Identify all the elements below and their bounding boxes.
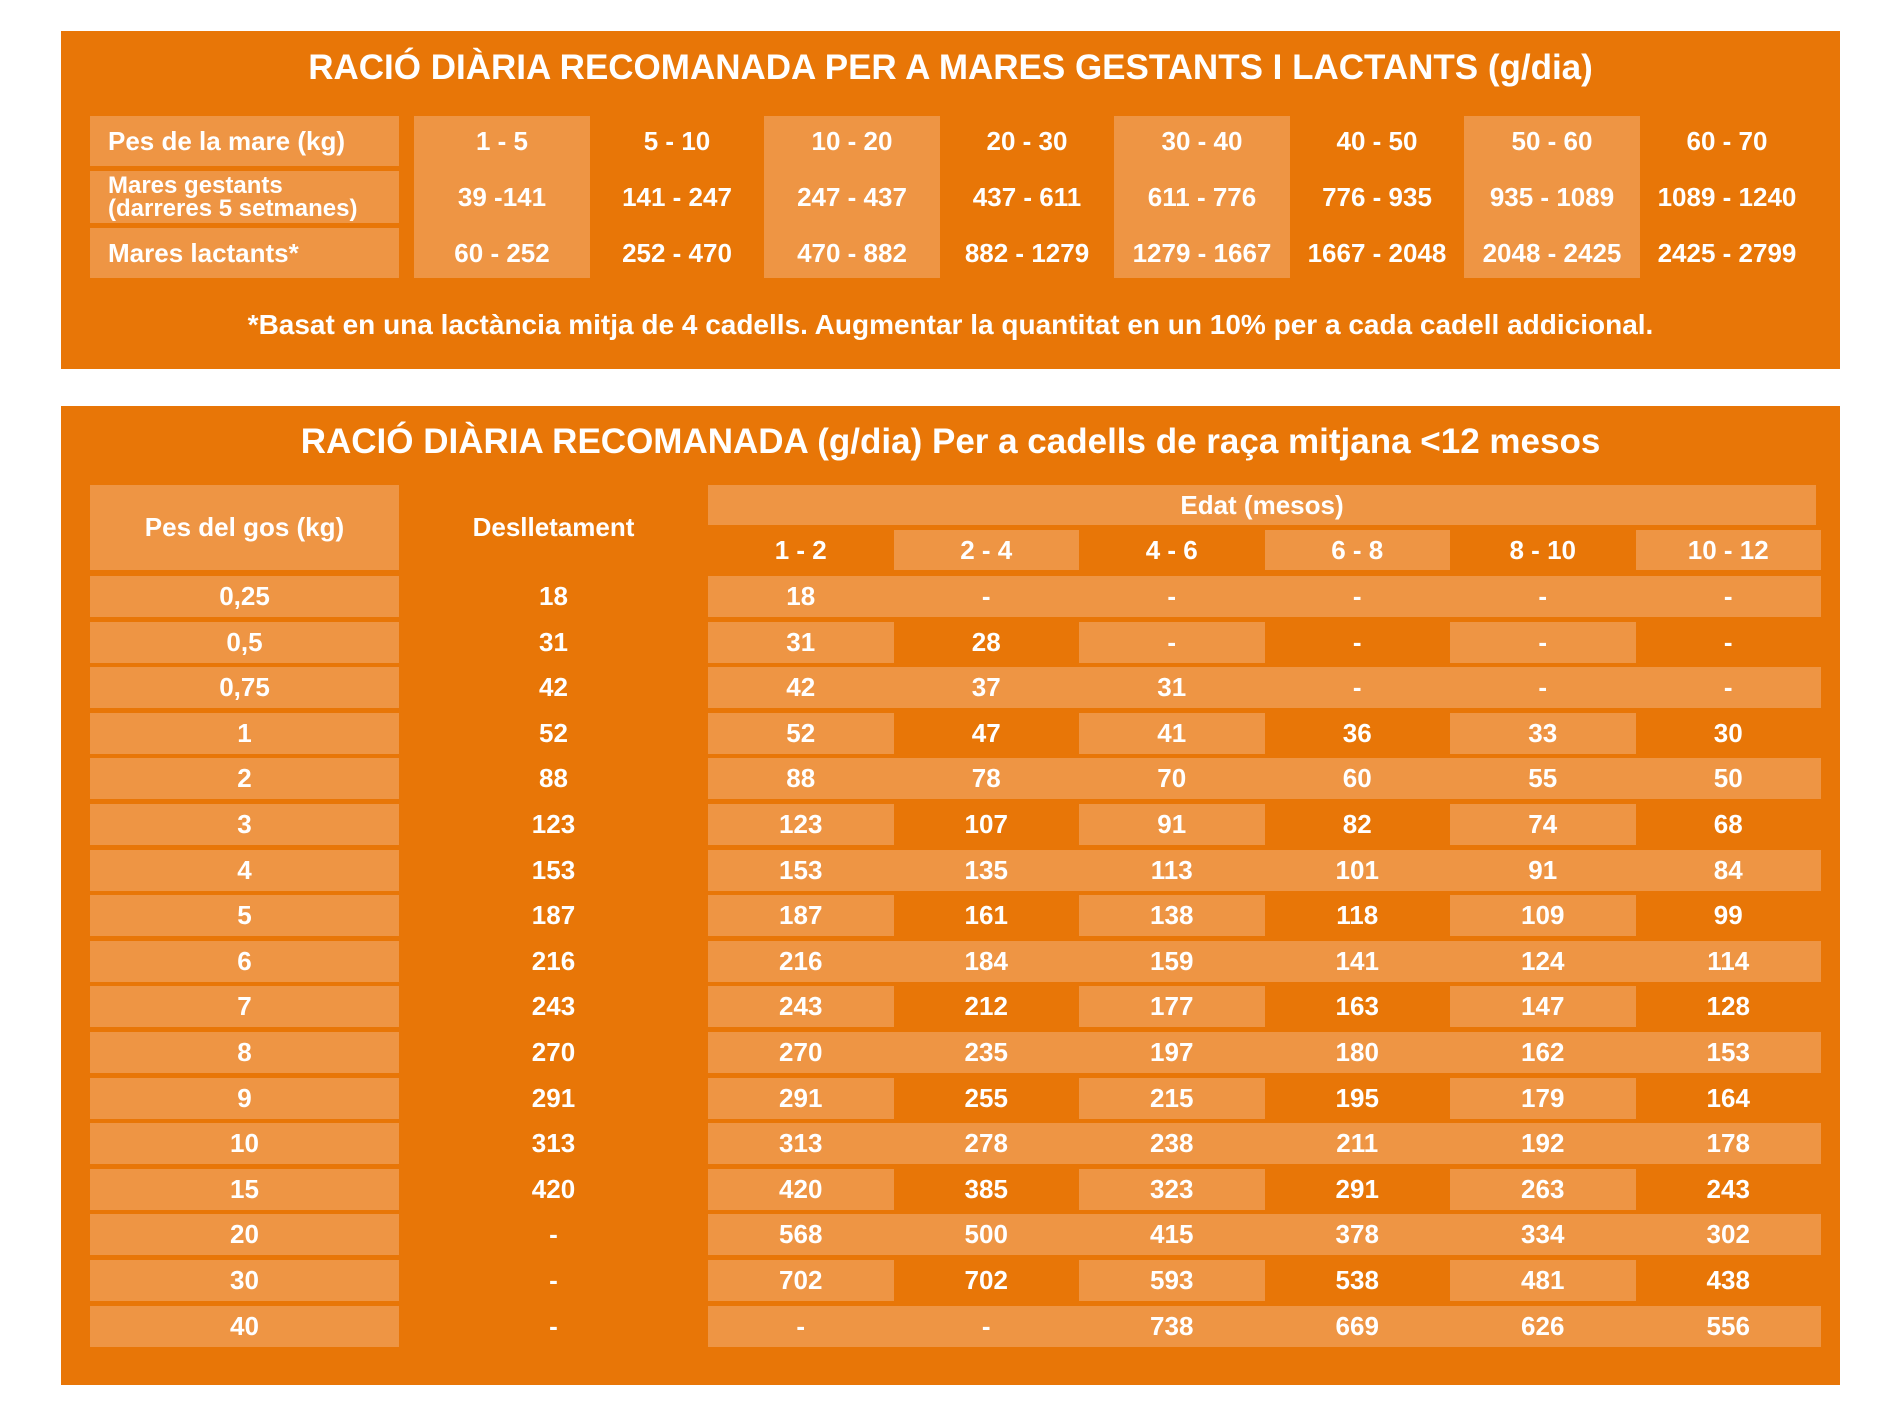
table-title: RACIÓ DIÀRIA RECOMANADA (g/dia) Per a cadells de raça mitjana <12 mesos — [300, 422, 1601, 461]
ration-value-cell: 669 — [1265, 1306, 1451, 1347]
ration-value-cell: 99 — [1713, 900, 1743, 931]
ration-value-cell: 31 — [708, 622, 894, 663]
weight-cell: 0,5 — [90, 622, 399, 663]
weaning-cell: 420 — [531, 1173, 576, 1204]
ration-value-cell: 180 — [1265, 1032, 1451, 1073]
weight-cell: 9 — [90, 1078, 399, 1119]
lactating-ration-cell: 1279 - 1667 — [1132, 237, 1272, 268]
ration-value-cell: 302 — [1636, 1214, 1822, 1255]
ration-value-cell: - — [1636, 576, 1822, 617]
ration-value-cell: 30 — [1713, 717, 1743, 748]
ration-value-cell: 74 — [1450, 804, 1636, 845]
ration-value-cell: 263 — [1450, 1169, 1636, 1210]
ration-value-cell: - — [1079, 576, 1265, 617]
weaning-cell: 243 — [531, 991, 576, 1022]
header-age-group: Edat (mesos) — [708, 485, 1816, 525]
pregnant-ration-cell: 437 - 611 — [972, 181, 1082, 212]
weight-cell: 10 — [90, 1123, 399, 1164]
weaning-cell: 187 — [531, 900, 576, 931]
weight-cell: 4 — [90, 850, 399, 891]
ration-value-cell: 42 — [708, 667, 894, 708]
ration-value-cell: 481 — [1450, 1260, 1636, 1301]
ration-value-cell: 109 — [1450, 895, 1636, 936]
pregnant-ration-cell: 39 -141 — [457, 181, 547, 212]
weight-cell: 20 — [90, 1214, 399, 1255]
ration-value-cell: 84 — [1636, 850, 1822, 891]
ration-value-cell: 162 — [1450, 1032, 1636, 1073]
pregnant-ration-cell: 247 - 437 — [797, 181, 907, 212]
ration-value-cell: 41 — [1079, 713, 1265, 754]
ration-value-cell: 195 — [1335, 1082, 1379, 1113]
weaning-cell: 18 — [539, 581, 568, 611]
ration-value-cell: 33 — [1450, 713, 1636, 754]
ration-value-cell: - — [1723, 626, 1733, 657]
ration-value-cell: 323 — [1079, 1169, 1265, 1210]
weaning-cell: 153 — [531, 854, 576, 885]
age-column-header: 4 - 6 — [1145, 534, 1198, 565]
ration-value-cell: - — [1450, 667, 1636, 708]
ration-value-cell: 215 — [1079, 1078, 1265, 1119]
age-column-header: 8 - 10 — [1509, 534, 1576, 565]
ration-value-cell: 378 — [1265, 1214, 1451, 1255]
row-label-pregnant-line2: (darreres 5 setmanes) — [108, 195, 358, 222]
ration-value-cell: 197 — [1079, 1032, 1265, 1073]
weight-range-cell: 10 - 20 — [811, 125, 893, 156]
ration-value-cell: 138 — [1079, 895, 1265, 936]
weight-cell: 0,25 — [90, 576, 399, 617]
ration-value-cell: 538 — [1335, 1265, 1379, 1295]
weight-range-cell: 40 - 50 — [1336, 125, 1418, 156]
lactating-ration-cell: 882 - 1279 — [964, 237, 1090, 268]
weaning-cell: 31 — [539, 626, 568, 657]
puppy-ration-table-panel — [61, 406, 1840, 1385]
ration-value-cell: 179 — [1450, 1078, 1636, 1119]
weight-range-cell: 5 - 10 — [643, 125, 711, 156]
ration-value-cell: 55 — [1450, 758, 1636, 799]
age-column-header: 6 - 8 — [1265, 530, 1451, 570]
ration-value-cell: 124 — [1450, 941, 1636, 982]
pregnant-ration-cell: 141 - 247 — [622, 181, 732, 212]
pregnant-lactating-table-panel — [61, 31, 1840, 369]
ration-value-cell: 438 — [1706, 1265, 1750, 1295]
ration-value-cell: - — [1265, 576, 1451, 617]
ration-value-cell: 184 — [894, 941, 1080, 982]
ration-value-cell: 135 — [894, 850, 1080, 891]
ration-value-cell: - — [894, 576, 1080, 617]
ration-value-cell: 178 — [1636, 1123, 1822, 1164]
ration-value-cell: 243 — [708, 986, 894, 1027]
age-column-header: 1 - 2 — [774, 534, 827, 565]
weight-cell: 8 — [90, 1032, 399, 1073]
ration-value-cell: 18 — [708, 576, 894, 617]
table-title: RACIÓ DIÀRIA RECOMANADA PER A MARES GESTANTS I LACTANTS (g/dia) — [308, 48, 1593, 87]
weaning-cell: 88 — [539, 763, 568, 794]
ration-value-cell: 47 — [971, 717, 1001, 748]
ration-value-cell: 291 — [1335, 1173, 1379, 1204]
weaning-cell: - — [549, 1265, 558, 1295]
ration-value-cell: 147 — [1450, 986, 1636, 1027]
pregnant-ration-cell: 935 - 1089 — [1489, 181, 1615, 212]
lactating-ration-cell: 2425 - 2799 — [1657, 237, 1797, 268]
ration-value-cell: 238 — [1079, 1123, 1265, 1164]
ration-value-cell: 82 — [1342, 809, 1372, 839]
ration-value-cell: 187 — [708, 895, 894, 936]
ration-value-cell: 163 — [1335, 991, 1379, 1022]
ration-value-cell: - — [1450, 622, 1636, 663]
ration-value-cell: - — [1352, 626, 1362, 657]
ration-value-cell: 313 — [708, 1123, 894, 1164]
ration-value-cell: 141 — [1265, 941, 1451, 982]
ration-value-cell: 255 — [964, 1082, 1008, 1113]
ration-value-cell: 738 — [1079, 1306, 1265, 1347]
ration-value-cell: 291 — [708, 1078, 894, 1119]
ration-value-cell: 270 — [708, 1032, 894, 1073]
ration-value-cell: 235 — [894, 1032, 1080, 1073]
lactating-ration-cell: 1667 - 2048 — [1307, 237, 1447, 268]
weight-range-cell: 30 - 40 — [1161, 125, 1243, 156]
weight-cell: 15 — [90, 1169, 399, 1210]
ration-value-cell: - — [1079, 622, 1265, 663]
weight-cell: 2 — [90, 758, 399, 799]
ration-value-cell: 70 — [1079, 758, 1265, 799]
weight-range-cell: 50 - 60 — [1511, 125, 1593, 156]
ration-value-cell: 123 — [708, 804, 894, 845]
weaning-cell: 52 — [539, 717, 568, 748]
weight-cell: 6 — [90, 941, 399, 982]
weaning-cell: 270 — [531, 1037, 576, 1067]
row-label-pregnant — [90, 171, 399, 223]
ration-value-cell: 385 — [964, 1173, 1008, 1204]
ration-value-cell: 91 — [1079, 804, 1265, 845]
weaning-cell: 291 — [531, 1082, 576, 1113]
ration-value-cell: 107 — [964, 809, 1008, 839]
ration-value-cell: 159 — [1079, 941, 1265, 982]
weight-range-cell: 20 - 30 — [986, 125, 1068, 156]
age-column-header: 10 - 12 — [1636, 530, 1822, 570]
ration-value-cell: 50 — [1636, 758, 1822, 799]
ration-value-cell: 36 — [1342, 717, 1372, 748]
ration-value-cell: 212 — [964, 991, 1008, 1022]
ration-value-cell: 334 — [1450, 1214, 1636, 1255]
weaning-cell: 123 — [531, 809, 576, 839]
lactating-ration-cell: 60 - 252 — [454, 237, 550, 268]
ration-value-cell: 243 — [1706, 1173, 1750, 1204]
weight-cell: 5 — [90, 895, 399, 936]
weight-cell: 30 — [90, 1260, 399, 1301]
ration-value-cell: 415 — [1079, 1214, 1265, 1255]
pregnant-ration-cell: 776 - 935 — [1322, 181, 1432, 212]
ration-value-cell: 52 — [708, 713, 894, 754]
lactating-ration-cell: 2048 - 2425 — [1482, 237, 1622, 268]
weight-cell: 40 — [90, 1306, 399, 1347]
ration-value-cell: 216 — [708, 941, 894, 982]
ration-value-cell: 113 — [1079, 850, 1265, 891]
row-label-weight: Pes de la mare (kg) — [90, 116, 399, 166]
ration-value-cell: 128 — [1706, 991, 1750, 1022]
weaning-cell: 313 — [531, 1128, 576, 1159]
ration-value-cell: 114 — [1636, 941, 1822, 982]
ration-value-cell: 626 — [1450, 1306, 1636, 1347]
ration-value-cell: - — [708, 1306, 894, 1347]
weight-range-cell: 1 - 5 — [475, 125, 529, 156]
ration-value-cell: 31 — [1079, 667, 1265, 708]
ration-value-cell: 278 — [894, 1123, 1080, 1164]
ration-value-cell: 702 — [708, 1260, 894, 1301]
ration-value-cell: 78 — [894, 758, 1080, 799]
ration-value-cell: 500 — [894, 1214, 1080, 1255]
weaning-cell: 42 — [539, 672, 568, 703]
ration-value-cell: 556 — [1636, 1306, 1822, 1347]
ration-value-cell: 118 — [1336, 900, 1379, 931]
weaning-cell: 216 — [531, 945, 576, 976]
ration-value-cell: 192 — [1450, 1123, 1636, 1164]
ration-value-cell: - — [1265, 667, 1451, 708]
weight-cell: 7 — [90, 986, 399, 1027]
ration-value-cell: 101 — [1265, 850, 1451, 891]
ration-value-cell: 153 — [708, 850, 894, 891]
age-column-header: 2 - 4 — [894, 530, 1080, 570]
header-weight: Pes del gos (kg) — [90, 485, 399, 570]
pregnant-ration-cell: 1089 - 1240 — [1657, 181, 1797, 212]
ration-value-cell: 164 — [1706, 1082, 1750, 1113]
lactating-ration-cell: 252 - 470 — [622, 237, 732, 268]
weight-cell: 3 — [90, 804, 399, 845]
weight-cell: 0,75 — [90, 667, 399, 708]
ration-value-cell: - — [1450, 576, 1636, 617]
row-label-lactating: Mares lactants* — [90, 228, 399, 278]
weight-range-cell: 60 - 70 — [1686, 125, 1768, 156]
ration-value-cell: 28 — [971, 626, 1001, 657]
ration-value-cell: 153 — [1636, 1032, 1822, 1073]
header-weaning: Deslletament — [472, 512, 635, 542]
ration-value-cell: 593 — [1079, 1260, 1265, 1301]
ration-value-cell: 568 — [708, 1214, 894, 1255]
ration-value-cell: 177 — [1079, 986, 1265, 1027]
weaning-cell: - — [549, 1310, 558, 1341]
ration-value-cell: 88 — [708, 758, 894, 799]
ration-value-cell: - — [894, 1306, 1080, 1347]
ration-value-cell: 420 — [708, 1169, 894, 1210]
ration-value-cell: 37 — [894, 667, 1080, 708]
ration-value-cell: 68 — [1713, 809, 1743, 839]
pregnant-ration-cell: 611 - 776 — [1147, 181, 1257, 212]
lactating-ration-cell: 470 - 882 — [797, 237, 907, 268]
weight-cell: 1 — [90, 713, 399, 754]
ration-value-cell: 60 — [1265, 758, 1451, 799]
ration-value-cell: 161 — [964, 900, 1008, 931]
row-label-pregnant-line1: Mares gestants — [108, 172, 283, 199]
footnote: *Basat en una lactància mitja de 4 cadells. Augmentar la quantitat en un 10% per a cada cadell addicional. — [247, 309, 1654, 340]
ration-value-cell: 211 — [1265, 1123, 1451, 1164]
ration-value-cell: 91 — [1450, 850, 1636, 891]
weaning-cell: - — [549, 1219, 558, 1250]
ration-value-cell: - — [1636, 667, 1822, 708]
ration-value-cell: 702 — [964, 1265, 1008, 1295]
